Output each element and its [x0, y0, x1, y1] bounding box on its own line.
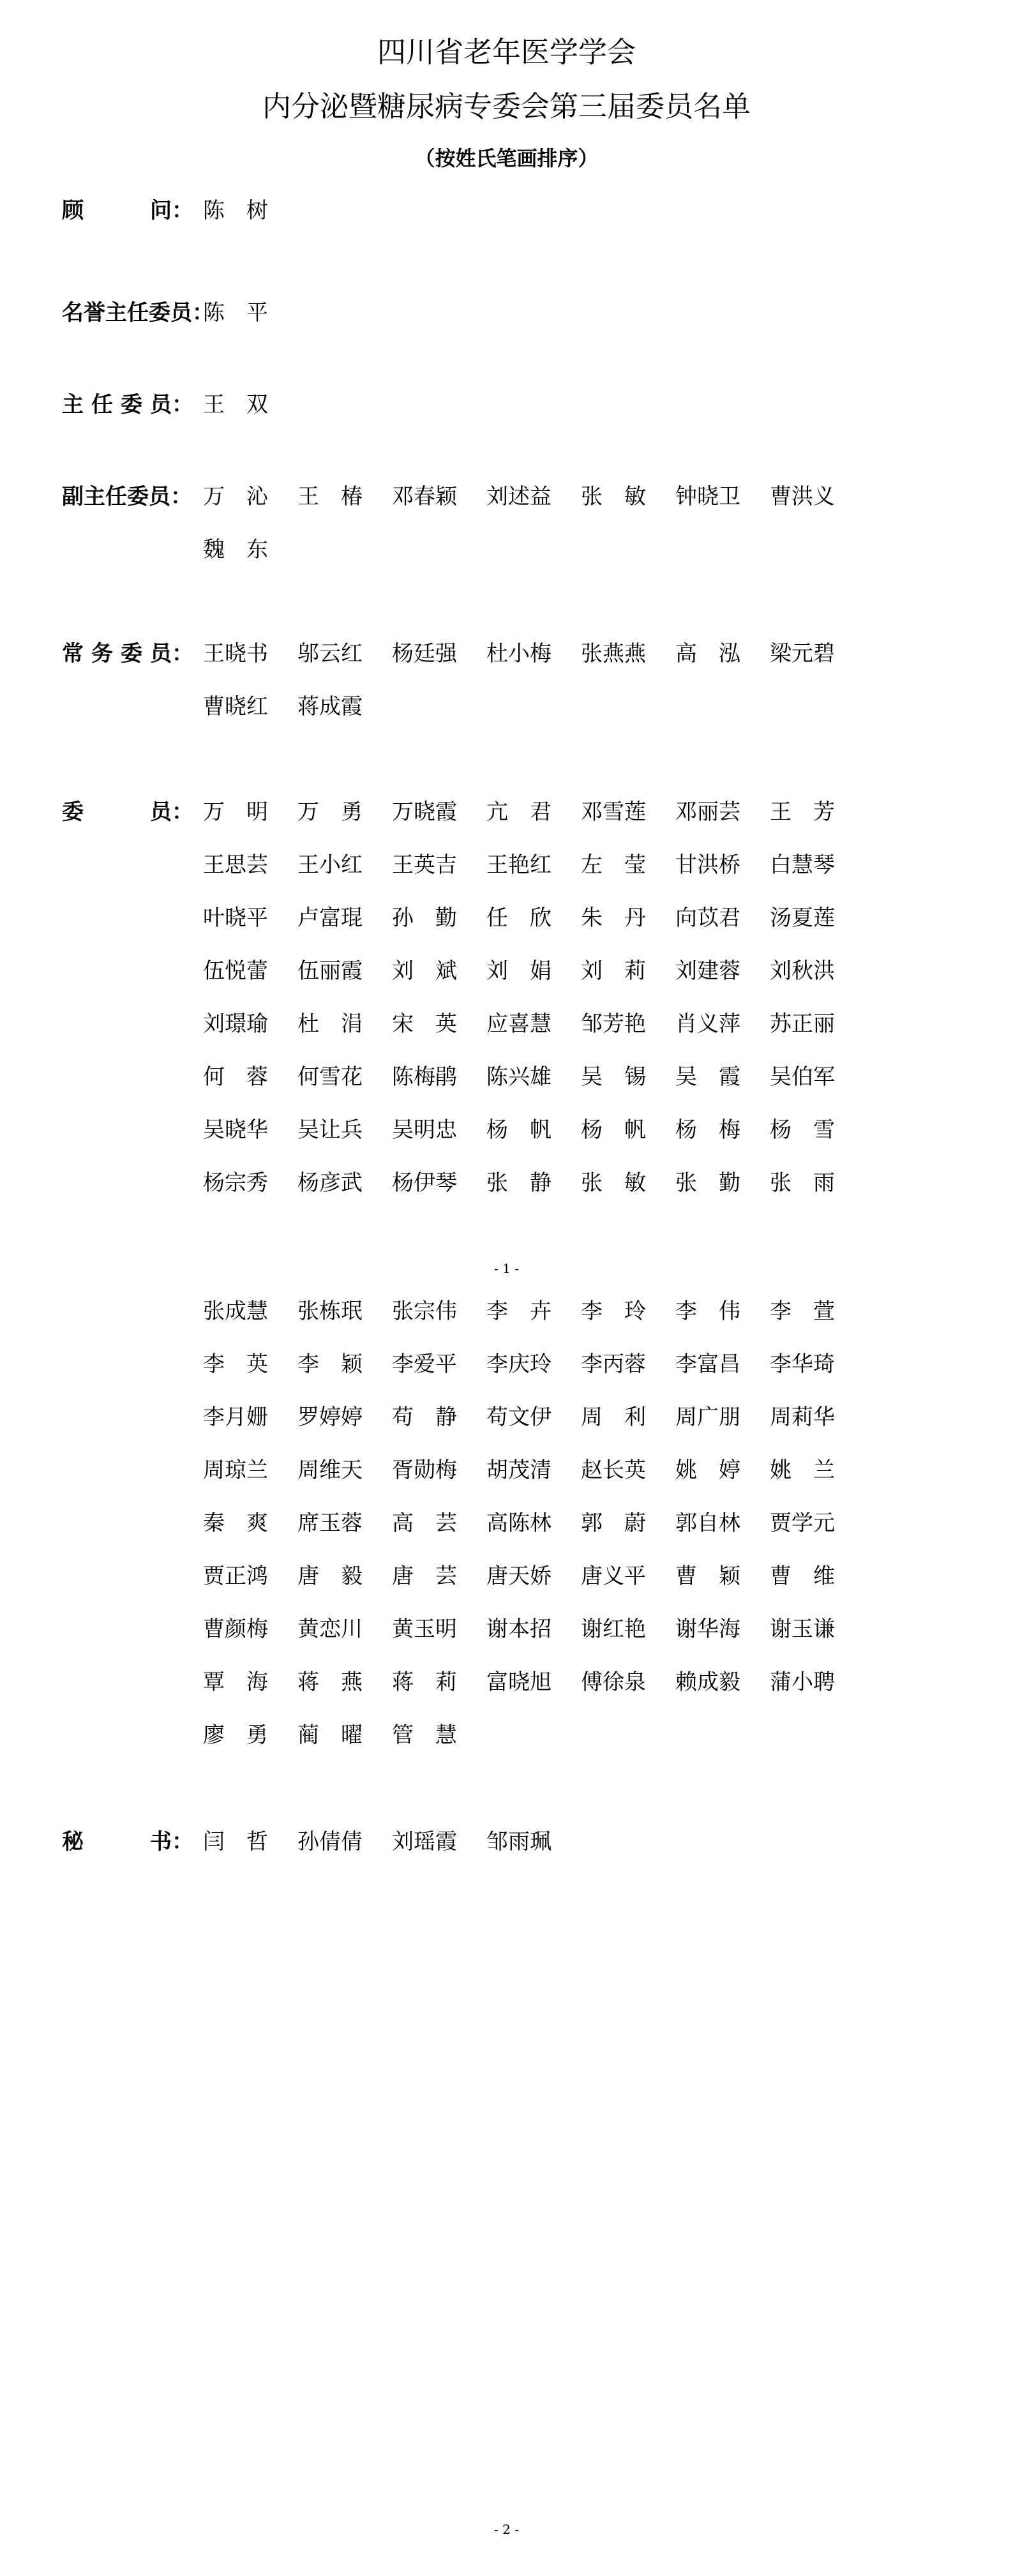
member-name: 杨廷强 [392, 641, 457, 667]
member-name: 吴 锡 [581, 1064, 646, 1090]
member-name: 孙 勤 [392, 905, 457, 931]
member-name: 王英吉 [392, 852, 457, 878]
member-name: 蒲小聘 [770, 1669, 835, 1695]
member-name: 刘 斌 [392, 958, 457, 984]
member-name: 邹芳艳 [581, 1011, 646, 1037]
member-name: 钟晓卫 [675, 484, 740, 509]
advisor-names [203, 197, 867, 250]
label-vice-chair: 副主任委员： [62, 484, 192, 509]
member-name: 万 沁 [203, 484, 268, 509]
member-name: 唐 芸 [392, 1563, 457, 1589]
member-name: 白慧琴 [770, 852, 835, 878]
member-name: 唐天娇 [486, 1563, 552, 1589]
member-name: 李 卉 [486, 1299, 552, 1324]
member-name: 陈 平 [203, 300, 268, 326]
member-name: 贾正鸿 [203, 1563, 268, 1589]
member-name: 万 勇 [297, 799, 363, 825]
member-name: 周琼兰 [203, 1457, 268, 1483]
member-name: 曹晓红 [203, 694, 268, 719]
page-number-1: - 1 - [494, 1261, 519, 1276]
document-title-line2: 内分泌暨糖尿病专委会第三届委员名单 [262, 89, 751, 123]
member-name: 郭自林 [675, 1510, 740, 1536]
member-name: 吴明忠 [392, 1117, 457, 1143]
member-name: 张 敏 [581, 484, 646, 509]
member-name: 王艳红 [486, 852, 552, 878]
member-name: 王晓书 [203, 641, 268, 667]
member-name: 何雪花 [297, 1064, 363, 1090]
member-name: 伍悦蕾 [203, 958, 268, 984]
members-names-page2 [203, 1297, 867, 1774]
member-name: 杜 涓 [297, 1011, 363, 1037]
member-name: 罗婷婷 [297, 1405, 363, 1430]
member-name: 向苡君 [675, 905, 740, 931]
member-name: 杜小梅 [486, 641, 552, 667]
member-name: 苟 静 [392, 1405, 457, 1430]
document-subtitle: （按姓氏笔画排序） [414, 146, 599, 170]
member-name: 左 莹 [581, 852, 646, 878]
member-name: 陈兴雄 [486, 1064, 552, 1090]
member-name: 孙倩倩 [297, 1829, 363, 1855]
member-name: 黄玉明 [392, 1616, 457, 1642]
member-name: 陈梅鹃 [392, 1064, 457, 1090]
member-name: 王小红 [297, 852, 363, 878]
member-name: 应喜慧 [486, 1011, 552, 1037]
member-name: 胡茂清 [486, 1457, 552, 1483]
member-name: 赵长英 [581, 1457, 646, 1483]
member-name: 张 勤 [675, 1170, 740, 1196]
member-name: 刘 娟 [486, 958, 552, 984]
member-name: 叶晓平 [203, 905, 268, 931]
member-name: 李 萱 [770, 1299, 835, 1324]
member-name: 廖 勇 [203, 1722, 268, 1748]
member-name: 管 慧 [392, 1722, 457, 1748]
member-name: 曹洪义 [770, 484, 835, 509]
member-name: 万 明 [203, 799, 268, 825]
label-part: 委 [121, 641, 142, 667]
member-name: 李月姗 [203, 1405, 268, 1430]
label-part: 员： [150, 799, 193, 825]
member-name: 吴伯军 [770, 1064, 835, 1090]
vice-chair-names [203, 483, 867, 589]
member-name: 贾学元 [770, 1510, 835, 1536]
member-name: 邓春颖 [392, 484, 457, 509]
member-name: 杨宗秀 [203, 1170, 268, 1196]
label-part: 务 [91, 641, 113, 667]
member-name: 谢玉谦 [770, 1616, 835, 1642]
member-name: 梁元碧 [770, 641, 835, 667]
member-name: 万晓霞 [392, 799, 457, 825]
member-name: 陈 树 [203, 198, 268, 223]
members-names-page1 [203, 798, 867, 1222]
member-name: 汤夏莲 [770, 905, 835, 931]
member-name: 何 蓉 [203, 1064, 268, 1090]
member-name: 唐 毅 [297, 1563, 363, 1589]
member-name: 杨 雪 [770, 1117, 835, 1143]
label-part: 秘 [62, 1829, 84, 1855]
member-name: 李富昌 [675, 1352, 740, 1377]
member-name: 魏 东 [203, 537, 268, 562]
member-name: 杨彦武 [297, 1170, 363, 1196]
member-name: 谢本招 [486, 1616, 552, 1642]
member-name: 王 椿 [297, 484, 363, 509]
member-name: 席玉蓉 [297, 1510, 363, 1536]
member-name: 张 静 [486, 1170, 552, 1196]
member-name: 姚 兰 [770, 1457, 835, 1483]
member-name: 卢富琨 [297, 905, 363, 931]
member-name: 杨 梅 [675, 1117, 740, 1143]
member-name: 周莉华 [770, 1405, 835, 1430]
member-name: 吴晓华 [203, 1117, 268, 1143]
page-number-2: - 2 - [494, 2522, 519, 2537]
member-name: 李庆玲 [486, 1352, 552, 1377]
member-name: 傅徐泉 [581, 1669, 646, 1695]
member-name: 任 欣 [486, 905, 552, 931]
member-name: 秦 爽 [203, 1510, 268, 1536]
member-name: 邓雪莲 [581, 799, 646, 825]
document-title-line1: 四川省老年医学学会 [377, 35, 636, 69]
label-part: 委 [62, 799, 84, 825]
label-part: 主 [62, 392, 84, 418]
member-name: 李爱平 [392, 1352, 457, 1377]
member-name: 邹雨珮 [486, 1829, 552, 1855]
member-name: 闫 哲 [203, 1829, 268, 1855]
member-name: 朱 丹 [581, 905, 646, 931]
member-name: 周 利 [581, 1405, 646, 1430]
member-name: 李 颖 [297, 1352, 363, 1377]
honorary-chair-names [203, 299, 867, 352]
member-name: 唐义平 [581, 1563, 646, 1589]
member-name: 刘 莉 [581, 958, 646, 984]
member-name: 蒋 莉 [392, 1669, 457, 1695]
member-name: 姚 婷 [675, 1457, 740, 1483]
member-name: 苏正丽 [770, 1011, 835, 1037]
member-name: 高 泓 [675, 641, 740, 667]
member-name: 赖成毅 [675, 1669, 740, 1695]
label-part: 顾 [62, 198, 84, 223]
member-name: 杨 帆 [486, 1117, 552, 1143]
member-name: 刘瑶霞 [392, 1829, 457, 1855]
label-chair [62, 391, 193, 419]
label-part: 问： [150, 198, 193, 223]
label-part: 员： [150, 392, 193, 418]
member-name: 刘璟瑜 [203, 1011, 268, 1037]
member-name: 肖义萍 [675, 1011, 740, 1037]
member-name: 刘建蓉 [675, 958, 740, 984]
member-name: 邬云红 [297, 641, 363, 667]
member-name: 张宗伟 [392, 1299, 457, 1324]
member-name: 郭 蔚 [581, 1510, 646, 1536]
member-name: 周广朋 [675, 1405, 740, 1430]
member-name: 刘秋洪 [770, 958, 835, 984]
label-part: 委 [121, 392, 142, 418]
member-name: 谢华海 [675, 1616, 740, 1642]
member-name: 王思芸 [203, 852, 268, 878]
label-honorary-chair: 名誉主任委员： [62, 300, 214, 326]
label-advisor [62, 197, 193, 225]
member-name: 王 芳 [770, 799, 835, 825]
member-name: 曹颜梅 [203, 1616, 268, 1642]
member-name: 高 芸 [392, 1510, 457, 1536]
member-name: 甘洪桥 [675, 852, 740, 878]
member-name: 高陈林 [486, 1510, 552, 1536]
member-name: 李 玲 [581, 1299, 646, 1324]
member-name: 张 敏 [581, 1170, 646, 1196]
member-name: 邓丽芸 [675, 799, 740, 825]
member-name: 刘述益 [486, 484, 552, 509]
member-name: 李 英 [203, 1352, 268, 1377]
member-name: 伍丽霞 [297, 958, 363, 984]
member-name: 周维天 [297, 1457, 363, 1483]
member-name: 杨伊琴 [392, 1170, 457, 1196]
label-secretary [62, 1828, 193, 1856]
label-part: 书： [150, 1829, 193, 1855]
member-name: 宋 英 [392, 1011, 457, 1037]
member-name: 亢 君 [486, 799, 552, 825]
standing-names [203, 640, 867, 746]
member-name: 曹 颖 [675, 1563, 740, 1589]
member-name: 杨 帆 [581, 1117, 646, 1143]
member-name: 李华琦 [770, 1352, 835, 1377]
label-standing [62, 640, 193, 668]
label-part: 员： [150, 641, 193, 667]
member-name: 王 双 [203, 392, 268, 418]
member-name: 黄恋川 [297, 1616, 363, 1642]
member-name: 蔺 曜 [297, 1722, 363, 1748]
member-name: 谢红艳 [581, 1616, 646, 1642]
member-name: 富晓旭 [486, 1669, 552, 1695]
member-name: 覃 海 [203, 1669, 268, 1695]
member-name: 李丙蓉 [581, 1352, 646, 1377]
member-name: 张成慧 [203, 1299, 268, 1324]
label-members [62, 798, 193, 826]
member-name: 曹 维 [770, 1563, 835, 1589]
member-name: 蒋成霞 [297, 694, 363, 719]
member-name: 张栋珉 [297, 1299, 363, 1324]
member-name: 张 雨 [770, 1170, 835, 1196]
member-name: 吴 霞 [675, 1064, 740, 1090]
member-name: 蒋 燕 [297, 1669, 363, 1695]
member-name: 李 伟 [675, 1299, 740, 1324]
chair-names [203, 391, 867, 444]
member-name: 张燕燕 [581, 641, 646, 667]
label-part: 任 [91, 392, 113, 418]
member-name: 吴让兵 [297, 1117, 363, 1143]
secretary-names [203, 1828, 867, 1881]
member-name: 胥勋梅 [392, 1457, 457, 1483]
label-part: 常 [62, 641, 84, 667]
member-name: 苟文伊 [486, 1405, 552, 1430]
